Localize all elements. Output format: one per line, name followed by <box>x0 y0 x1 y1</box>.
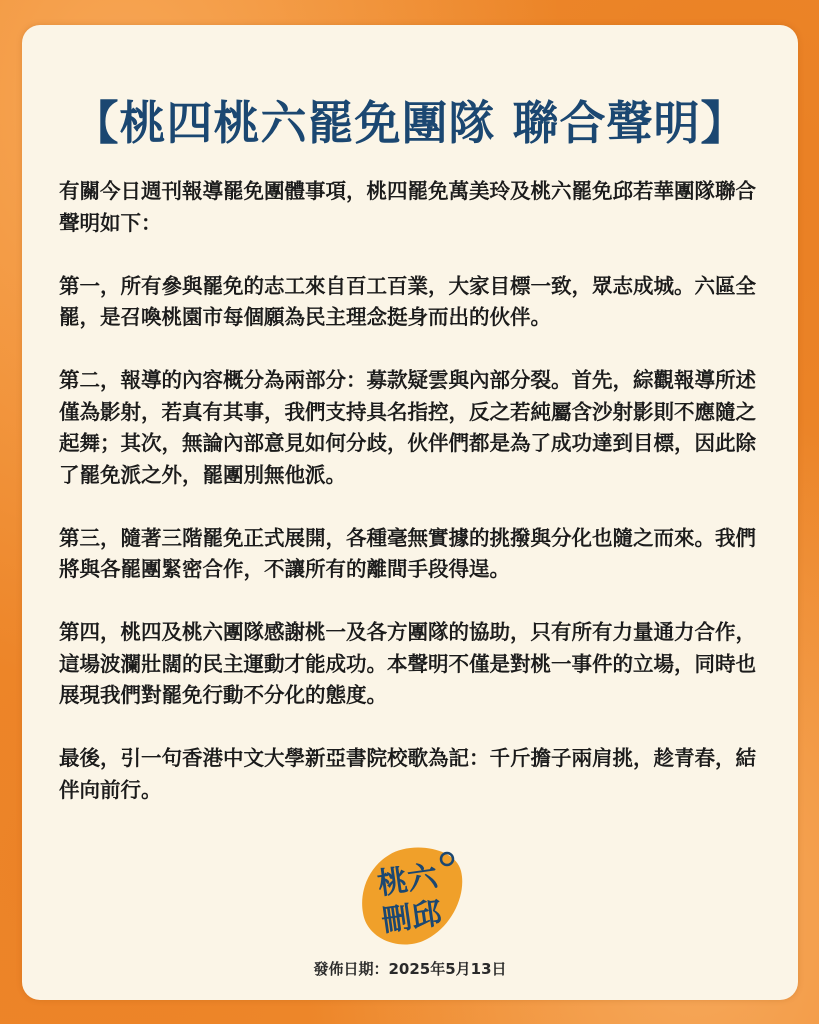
logo-line1: 桃六 <box>375 859 440 903</box>
paragraph-fourth: 第四，桃四及桃六團隊感謝桃一及各方團隊的協助，只有所有力量通力合作，這場波瀾壯闊的民主運動才能成功。本聲明不僅是對桃一事件的立場，同時也展現我們對罷免行動不分化的態度。 <box>59 620 756 707</box>
statement-card <box>22 25 798 1000</box>
paragraph-intro: 有關今日週刊報導罷免團體事項，桃四罷免萬美玲及桃六罷免邱若華團隊聯合聲明如下： <box>59 179 756 235</box>
release-date: 發佈日期：2025年5月13日 <box>313 960 507 978</box>
statement-title: 【桃四桃六罷免團隊 聯合聲明】 <box>72 96 748 150</box>
paragraph-third: 第三，隨著三階罷免正式展開，各種毫無實據的挑撥與分化也隨之而來。我們將與各罷團緊密合作，不讓所有的離間手段得逞。 <box>59 525 756 581</box>
statement-body <box>59 176 764 838</box>
team-logo-icon <box>359 843 465 947</box>
paragraph-first: 第一，所有參與罷免的志工來自百工百業，大家目標一致，眾志成城。六區全罷，是召喚桃園市每個願為民主理念挺身而出的伙伴。 <box>59 273 756 329</box>
paragraph-final: 最後，引一句香港中文大學新亞書院校歌為記：千斤擔子兩肩挑，趁青春，結伴向前行。 <box>59 746 756 802</box>
logo-line2: 刪邱 <box>379 896 444 940</box>
paragraph-second: 第二，報導的內容概分為兩部分：募款疑雲與內部分裂。首先，綜觀報導所述僅為影射，若真有其事，我們支持具名指控，反之若純屬含沙射影則不應隨之起舞；其次，無論內部意見如何分歧，伙伴們都是為了成功達到目標，因此除了罷免派之外，罷團別無他派。 <box>59 368 756 487</box>
